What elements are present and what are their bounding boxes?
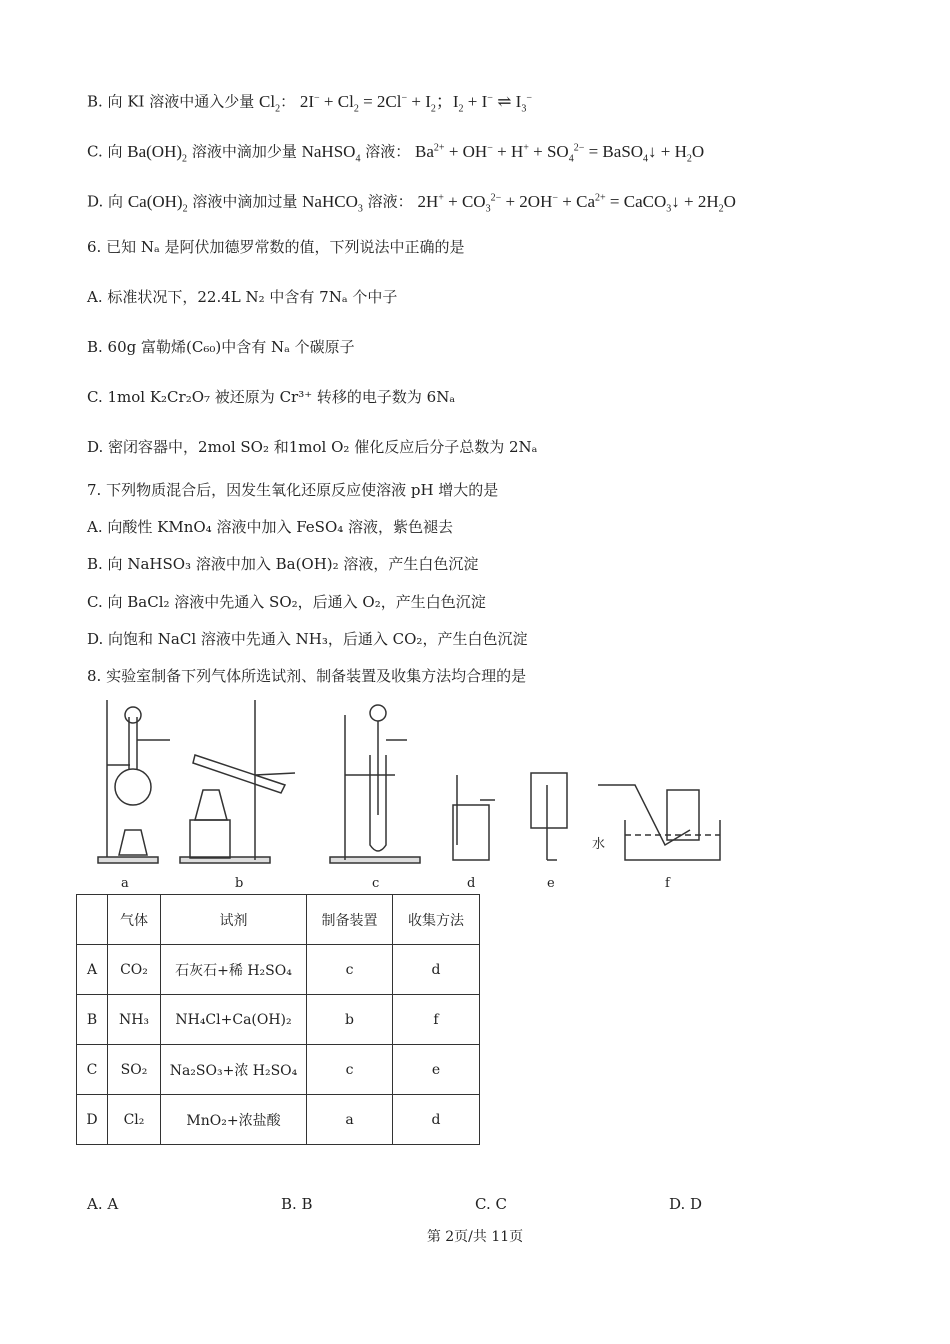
q6-option-a: A. 标准状况下，22.4L N₂ 中含有 7Nₐ 个中子 xyxy=(87,288,398,306)
apparatus-figure xyxy=(95,695,735,895)
apparatus-c xyxy=(330,705,420,863)
table-cell: A xyxy=(77,945,108,995)
choice-d[interactable]: D. D xyxy=(669,1195,703,1213)
q6-option-d: D. 密闭容器中，2mol SO₂ 和1mol O₂ 催化反应后分子总数为 2Nₐ xyxy=(87,438,538,456)
q7-stem: 7. 下列物质混合后，因发生氧化还原反应使溶液 pH 增大的是 xyxy=(87,481,499,499)
q5-option-b: B. 向 KI 溶液中通入少量 $Cl_2$： $2I^- + Cl_2 = 2Cl^- + I_2$；$I_2 + I^-$ ⇌ $I_3^-$ xyxy=(87,91,532,115)
q7-option-d: D. 向饱和 NaCl 溶液中先通入 NH₃，后通入 CO₂，产生白色沉淀 xyxy=(87,630,528,648)
table-cell: C xyxy=(77,1045,108,1095)
apparatus-f xyxy=(598,785,720,860)
table-cell: c xyxy=(307,945,393,995)
table-header: 制备装置 xyxy=(307,895,393,945)
table-cell: NH₄Cl+Ca(OH)₂ xyxy=(161,995,307,1045)
apparatus-a xyxy=(98,700,170,863)
table-cell: B xyxy=(77,995,108,1045)
table-cell: Cl₂ xyxy=(108,1095,161,1145)
table-header xyxy=(77,895,108,945)
q7-option-a: A. 向酸性 KMnO₄ 溶液中加入 FeSO₄ 溶液，紫色褪去 xyxy=(87,518,454,536)
fig-label-b: b xyxy=(235,876,244,891)
fig-label-f: f xyxy=(665,876,670,891)
table-cell: a xyxy=(307,1095,393,1145)
q6-stem: 6. 已知 Nₐ 是阿伏加德罗常数的值，下列说法中正确的是 xyxy=(87,238,465,256)
fig-label-d: d xyxy=(467,876,476,891)
table-row xyxy=(77,1095,480,1145)
table-cell: Na₂SO₃+浓 H₂SO₄ xyxy=(161,1045,307,1095)
q8-stem: 8. 实验室制备下列气体所选试剂、制备装置及收集方法均合理的是 xyxy=(87,667,527,685)
apparatus-b xyxy=(180,700,295,863)
table-header: 试剂 xyxy=(161,895,307,945)
table-cell: c xyxy=(307,1045,393,1095)
q6-option-b: B. 60g 富勒烯(C₆₀)中含有 Nₐ 个碳原子 xyxy=(87,338,355,356)
q6-option-c: C. 1mol K₂Cr₂O₇ 被还原为 Cr³⁺ 转移的电子数为 6Nₐ xyxy=(87,388,456,406)
answer-table xyxy=(76,894,480,1145)
table-cell: f xyxy=(393,995,480,1045)
table-row xyxy=(77,945,480,995)
fig-label-a: a xyxy=(121,876,129,891)
apparatus-d xyxy=(453,775,495,860)
table-cell: d xyxy=(393,1095,480,1145)
table-cell: e xyxy=(393,1045,480,1095)
choice-b[interactable]: B. B xyxy=(281,1195,313,1213)
table-row xyxy=(77,995,480,1045)
table-row xyxy=(77,1045,480,1095)
page-footer: 第 2页/共 11页 xyxy=(426,1229,524,1245)
table-cell: b xyxy=(307,995,393,1045)
apparatus-e xyxy=(531,773,567,860)
q5-option-c: C. 向 $Ba(OH)_2$ 溶液中滴加少量 NaHSO$_4$ 溶液： $Ba^{2+} + OH^- + H^+ + SO_4^{2-}$ = BaSO$_4$↓ + $H_2O$ xyxy=(87,141,705,165)
q7-option-c: C. 向 BaCl₂ 溶液中先通入 SO₂，后通入 O₂，产生白色沉淀 xyxy=(87,593,486,611)
table-header: 气体 xyxy=(108,895,161,945)
table-cell: SO₂ xyxy=(108,1045,161,1095)
fig-label-e: e xyxy=(547,876,555,891)
table-cell: MnO₂+浓盐酸 xyxy=(161,1095,307,1145)
table-header-row xyxy=(77,895,480,945)
table-cell: CO₂ xyxy=(108,945,161,995)
fig-label-c: c xyxy=(372,876,380,891)
table-cell: 石灰石+稀 H₂SO₄ xyxy=(161,945,307,995)
water-label: 水 xyxy=(592,837,606,852)
table-header: 收集方法 xyxy=(393,895,480,945)
choice-c[interactable]: C. C xyxy=(475,1195,507,1213)
table-cell: D xyxy=(77,1095,108,1145)
table-cell: NH₃ xyxy=(108,995,161,1045)
q7-option-b: B. 向 NaHSO₃ 溶液中加入 Ba(OH)₂ 溶液，产生白色沉淀 xyxy=(87,555,479,573)
table-cell: d xyxy=(393,945,480,995)
choice-a[interactable]: A. A xyxy=(87,1195,119,1213)
q5-option-d: D. 向 $Ca(OH)_2$ 溶液中滴加过量 NaHCO$_3$ 溶液： $2H^+ + CO_3^{2-} + 2OH^- + Ca^{2+}$ = CaCO$_3$↓ + $2H_2O$ xyxy=(87,191,736,215)
